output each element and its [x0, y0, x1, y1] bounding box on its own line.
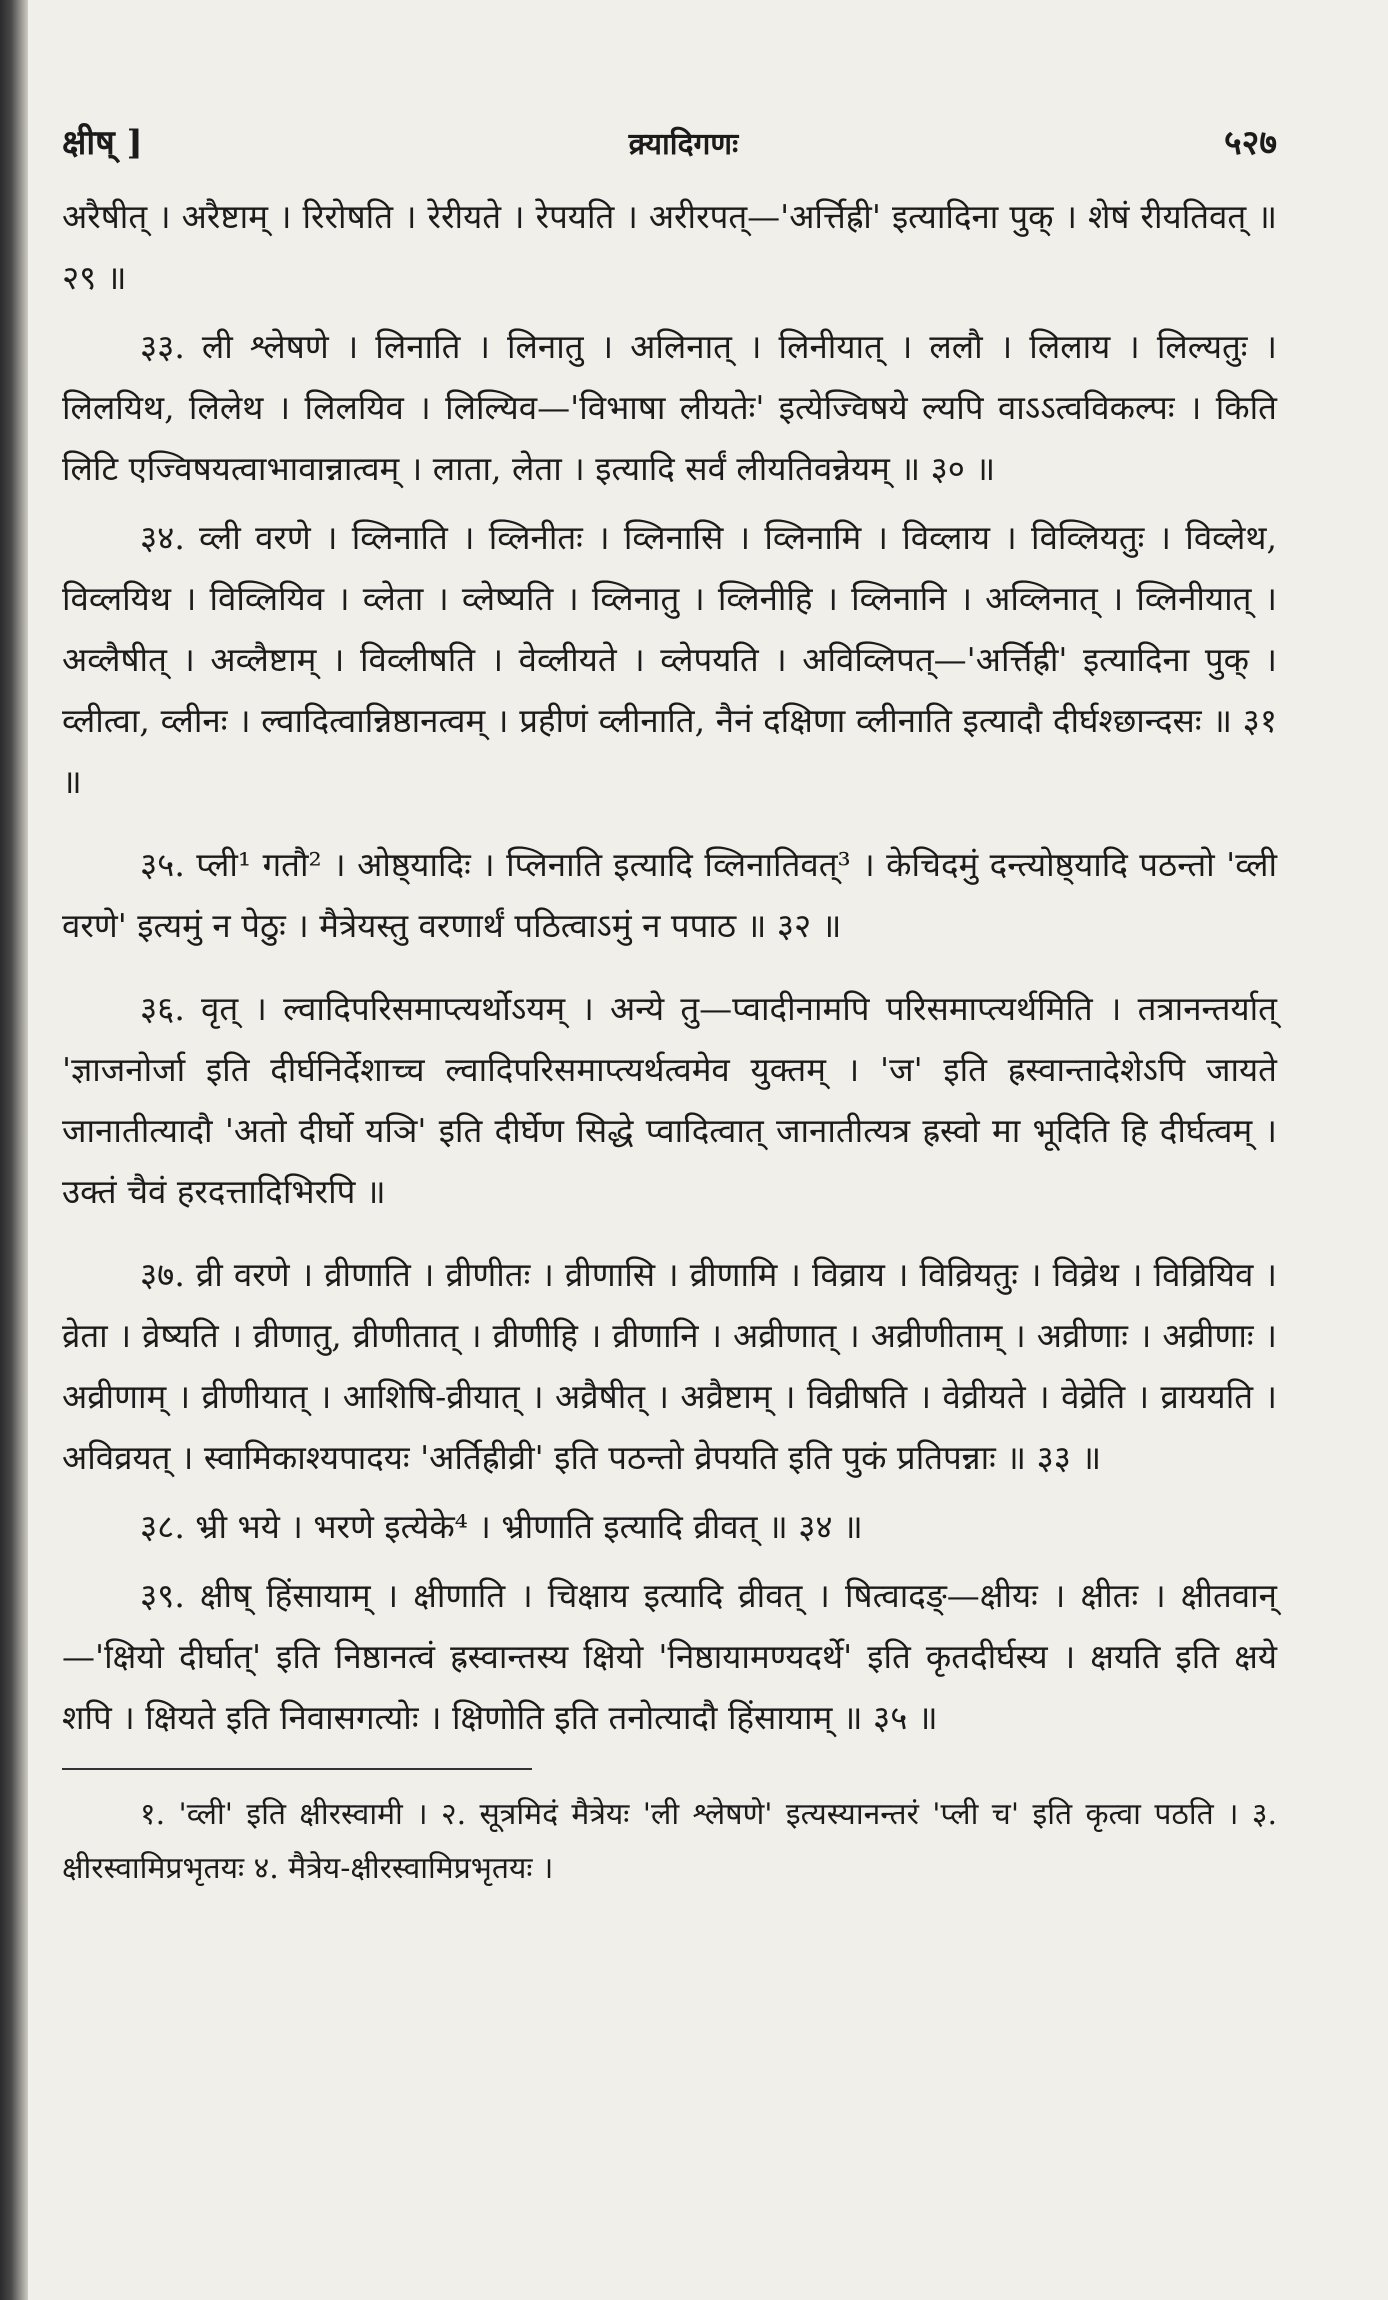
- paragraph-31: ३४. व्ली वरणे । व्लिनाति । व्लिनीतः । व्लिनासि । व्लिनामि । विव्लाय । विव्लियतुः । विव्लेथ, विव्लयिथ । विव्लियिव । व्लेता । व्लेष्यति । व्लिनातु । व्लिनीहि । व्लिनानि । अव्लिनात् । व्लिनीयात् । अव्लैषीत् । अव्लैष्टाम् । विव्लीषति । वेव्लीयते । व्लेपयति । अविव्लिपत्—'अर्त्तिह्री' इत्यादिना पुक् । व्लीत्वा, व्लीनः । ल्वादित्वान्निष्ठानत्वम् । प्रहीणं व्लीनाति, नैनं दक्षिणा व्लीनाति इत्यादौ दीर्घश्छान्दसः ॥ ३१ ॥: [62, 518, 1277, 801]
- paragraph-35: ३९. क्षीष् हिंसायाम् । क्षीणाति । चिक्षाय इत्यादि व्रीवत् । षित्वादङ्—क्षीयः । क्षीतः । क्षीतवान्—'क्षियो दीर्घात्' इति निष्ठानत्वं ह्रस्वान्तस्य क्षियो 'निष्ठायामण्यदर्थे' इति कृतदीर्घस्य । क्षयति इति क्षये शपि । क्षियते इति निवासगत्योः । क्षिणोति इति तनोत्यादौ हिंसायाम् ॥ ३५ ॥: [62, 1576, 1277, 1737]
- page-number: ५२७: [1223, 123, 1277, 163]
- header-title: क्र्यादिगणः: [628, 127, 739, 162]
- paragraph-34: ३८. भ्री भये । भरणे इत्येके⁴ । भ्रीणाति इत्यादि व्रीवत् ॥ ३४ ॥: [140, 1507, 863, 1546]
- page-header: [62, 118, 1277, 164]
- footnotes: १. 'व्ली' इति क्षीरस्वामी । २. सूत्रमिदं मैत्रेयः 'ली श्लेषणे' इत्यस्यानन्तरं 'प्ली च' इति कृत्वा पठति । ३. क्षीरस्वामिप्रभृतयः ४. मैत्रेय-क्षीरस्वामिप्रभृतयः ।: [62, 1797, 1277, 1886]
- book-spine-shadow: [0, 0, 28, 2300]
- paragraph-29: अरैषीत् । अरैष्टाम् । रिरोषति । रेरीयते । रेपयति । अरीरपत्—'अर्त्तिह्री' इत्यादिना पुक् । शेषं रीयतिवत् ॥ २९ ॥: [62, 197, 1277, 297]
- book-page: [62, 118, 1277, 1896]
- header-left: क्षीष् ]: [62, 123, 143, 163]
- paragraph-vrit: ३६. वृत् । ल्वादिपरिसमाप्त्यर्थोऽयम् । अन्ये तु—प्वादीनामपि परिसमाप्त्यर्थमिति । तत्रानन्तर्यात् 'ज्ञाजनोर्जा इति दीर्घनिर्देशाच्च ल्वादिपरिसमाप्त्यर्थत्वमेव युक्तम् । 'ज' इति ह्रस्वान्तादेशेऽपि जायते जानातीत्यादौ 'अतो दीर्घो यञि' इति दीर्घेण सिद्धे प्वादित्वात् जानातीत्यत्र ह्रस्वो मा भूदिति हि दीर्घत्वम् । उक्तं चैवं हरदत्तादिभिरपि ॥: [62, 989, 1277, 1211]
- paragraph-33: ३७. व्री वरणे । व्रीणाति । व्रीणीतः । व्रीणासि । व्रीणामि । विव्राय । विव्रियतुः । विव्रेथ । विव्रियिव । व्रेता । व्रेष्यति । व्रीणातु, व्रीणीतात् । व्रीणीहि । व्रीणानि । अव्रीणात् । अव्रीणीताम् । अव्रीणाः । अव्रीणाः । अव्रीणाम् । व्रीणीयात् । आशिषि-व्रीयात् । अव्रैषीत् । अव्रैष्टाम् । विव्रीषति । वेव्रीयते । वेव्रेति । व्राययति । अविव्रयत् । स्वामिकाश्यपादयः 'अर्तिह्रीव्री' इति पठन्तो व्रेपयति इति पुकं प्रतिपन्नाः ॥ ३३ ॥: [62, 1255, 1277, 1477]
- footnote-divider: [62, 1768, 532, 1770]
- paragraph-32: ३५. प्ली¹ गतौ² । ओष्ठ्यादिः । प्लिनाति इत्यादि व्लिनातिवत्³ । केचिदमुं दन्त्योष्ठ्यादि पठन्तो 'व्ली वरणे' इत्यमुं न पेठुः । मैत्रेयस्तु वरणार्थं पठित्वाऽमुं न पपाठ ॥ ३२ ॥: [62, 845, 1277, 945]
- paragraph-30: ३३. ली श्लेषणे । लिनाति । लिनातु । अलिनात् । लिनीयात् । ललौ । लिलाय । लिल्यतुः । लिलयिथ, लिलेथ । लिलयिव । लिल्यिव—'विभाषा लीयतेः' इत्येज्विषये ल्यपि वाऽऽत्वविकल्पः । किति लिटि एज्विषयत्वाभावान्नात्वम् । लाता, लेता । इत्यादि सर्वं लीयतिवन्नेयम् ॥ ३० ॥: [62, 327, 1277, 488]
